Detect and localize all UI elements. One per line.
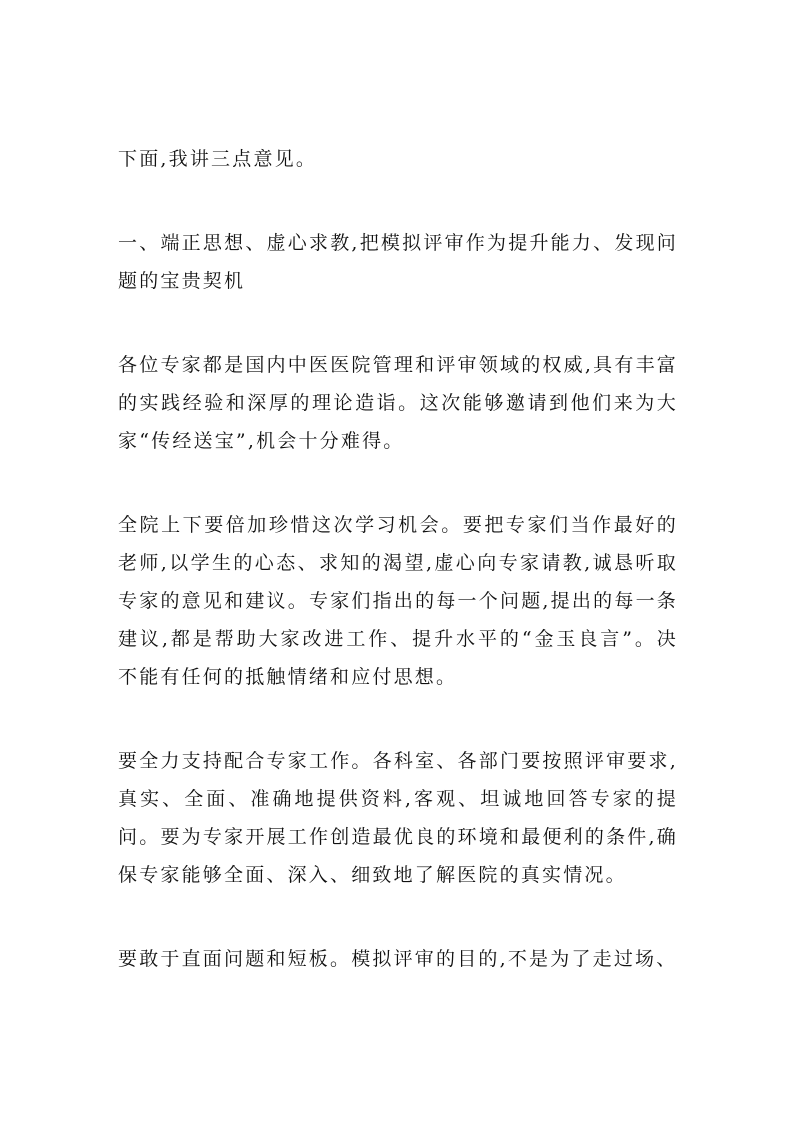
paragraph-intro: 下面,我讲三点意见。 bbox=[118, 148, 318, 170]
paragraph-experts: 各位专家都是国内中医医院管理和评审领域的权威,具有丰富的实践经验和深厚的理论造诣。这次能够邀请到他们来为大家“传经送宝”,机会十分难得。 bbox=[118, 354, 678, 452]
paragraph-support-experts: 要全力支持配合专家工作。各科室、各部门要按照评审要求,真实、全面、准确地提供资料,客观、坦诚地回答专家的提问。要为专家开展工作创造最优良的环境和最便利的条件,确保专家能够全面、深入、细致地了解医院的真实情况。 bbox=[118, 750, 678, 886]
paragraph-face-problems: 要敢于直面问题和短板。模拟评审的目的,不是为了走过场、 bbox=[118, 948, 678, 970]
section-heading-one: 一、端正思想、虚心求教,把模拟评审作为提升能力、发现问题的宝贵契机 bbox=[118, 232, 678, 292]
document-body bbox=[118, 140, 678, 1024]
paragraph-cherish-learning: 全院上下要倍加珍惜这次学习机会。要把专家们当作最好的老师,以学生的心态、求知的渴望,虚心向专家请教,诚恳听取专家的意见和建议。专家们指出的每一个问题,提出的每一条建议,都是帮助大家改进工作、提升水平的“金玉良言”。决不能有任何的抵触情绪和应付思想。 bbox=[118, 514, 678, 688]
